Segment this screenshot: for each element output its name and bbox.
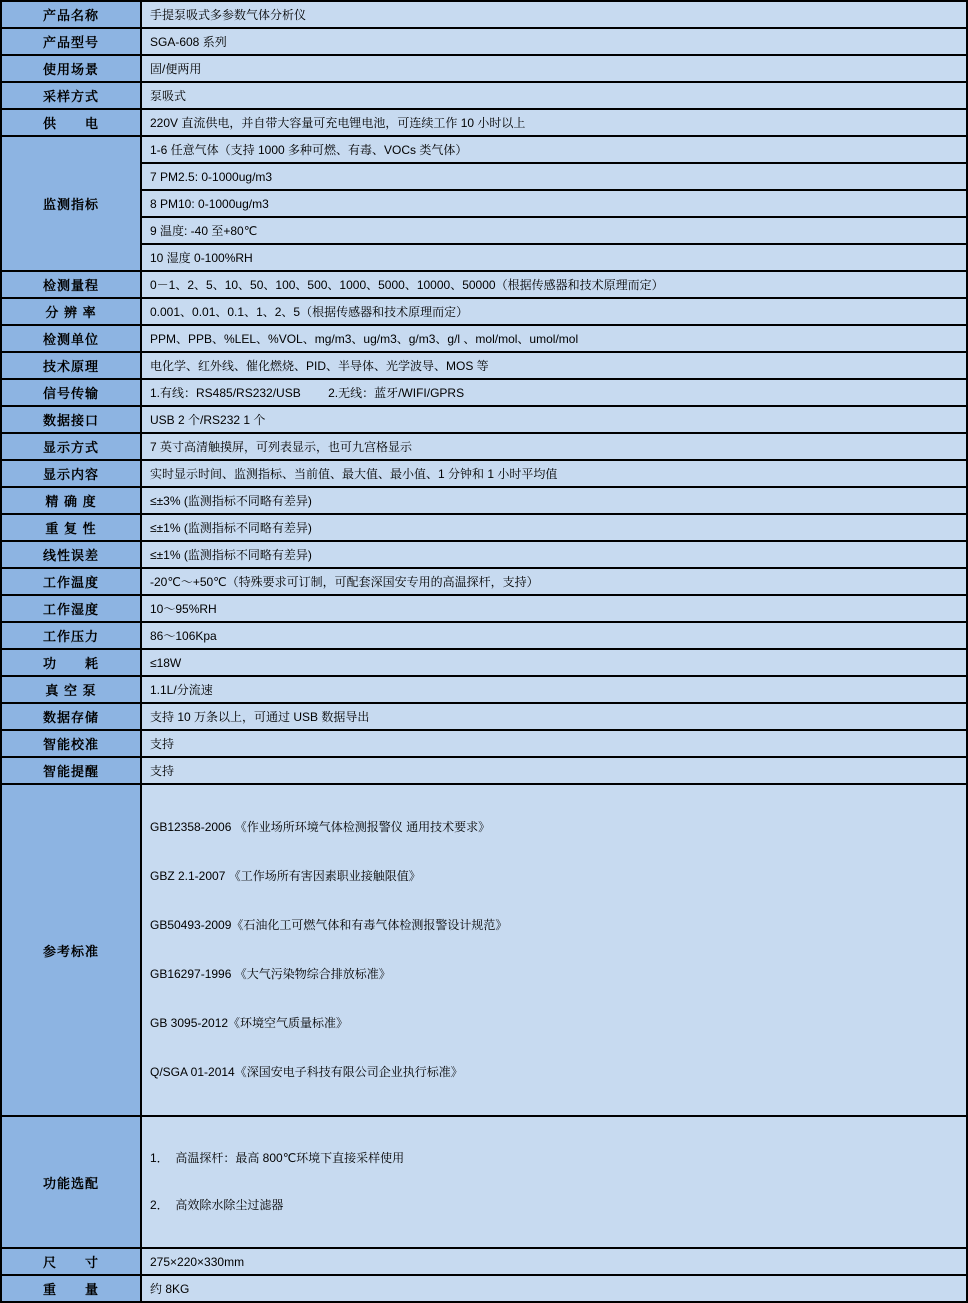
label-accuracy: 精 确 度: [1, 487, 141, 514]
row-display-content: [1, 460, 967, 487]
label-product-model: 产品型号: [1, 28, 141, 55]
label-optional-functions: 功能选配: [1, 1116, 141, 1248]
label-weight: 重 量: [1, 1275, 141, 1302]
row-vacuum-pump: [1, 676, 967, 703]
value-reference-standards: [141, 784, 967, 1116]
row-monitoring-5: [1, 244, 967, 271]
row-working-pressure: [1, 622, 967, 649]
row-usage-scenario: [1, 55, 967, 82]
label-working-pressure: 工作压力: [1, 622, 141, 649]
standard-line-3: GB50493-2009《石油化工可燃气体和有毒气体检测报警设计规范》: [150, 918, 508, 932]
standard-line-1: GB12358-2006 《作业场所环境气体检测报警仪 通用技术要求》: [150, 820, 491, 834]
row-display-mode: [1, 433, 967, 460]
value-repeatability: ≤±1% (监测指标不同略有差异): [141, 514, 967, 541]
row-power-consumption: [1, 649, 967, 676]
value-linearity-error: ≤±1% (监测指标不同略有差异): [141, 541, 967, 568]
value-monitoring-2: 7 PM2.5: 0-1000ug/m3: [141, 163, 967, 190]
label-technical-principle: 技术原理: [1, 352, 141, 379]
value-data-interface: USB 2 个/RS232 1 个: [141, 406, 967, 433]
row-repeatability: [1, 514, 967, 541]
value-monitoring-5: 10 湿度 0-100%RH: [141, 244, 967, 271]
row-working-temperature: [1, 568, 967, 595]
row-linearity-error: [1, 541, 967, 568]
row-monitoring-2: [1, 163, 967, 190]
value-accuracy: ≤±3% (监测指标不同略有差异): [141, 487, 967, 514]
label-working-humidity: 工作湿度: [1, 595, 141, 622]
value-sampling-method: 泵吸式: [141, 82, 967, 109]
value-display-content: 实时显示时间、监测指标、当前值、最大值、最小值、1 分钟和 1 小时平均值: [141, 460, 967, 487]
label-reference-standards: 参考标准: [1, 784, 141, 1116]
label-display-mode: 显示方式: [1, 433, 141, 460]
row-accuracy: [1, 487, 967, 514]
row-sampling-method: [1, 82, 967, 109]
label-linearity-error: 线性误差: [1, 541, 141, 568]
label-working-temperature: 工作温度: [1, 568, 141, 595]
row-monitoring-1: [1, 136, 967, 163]
value-dimensions: 275×220×330mm: [141, 1248, 967, 1275]
row-smart-reminder: [1, 757, 967, 784]
option-line-2: 2． 高效除水除尘过滤器: [150, 1198, 284, 1212]
value-detection-unit: PPM、PPB、%LEL、%VOL、mg/m3、ug/m3、g/m3、g/l 、mol/mol、umol/mol: [141, 325, 967, 352]
row-weight: [1, 1275, 967, 1302]
label-detection-unit: 检测单位: [1, 325, 141, 352]
row-data-interface: [1, 406, 967, 433]
row-working-humidity: [1, 595, 967, 622]
value-working-humidity: 10～95%RH: [141, 595, 967, 622]
row-reference-standards: [1, 784, 967, 1116]
label-dimensions: 尺 寸: [1, 1248, 141, 1275]
row-smart-calibration: [1, 730, 967, 757]
value-monitoring-3: 8 PM10: 0-1000ug/m3: [141, 190, 967, 217]
standard-line-5: GB 3095-2012《环境空气质量标准》: [150, 1016, 349, 1030]
row-dimensions: [1, 1248, 967, 1275]
label-usage-scenario: 使用场景: [1, 55, 141, 82]
value-detection-range: 0－1、2、5、10、50、100、500、1000、5000、10000、50000（根据传感器和技术原理而定）: [141, 271, 967, 298]
label-signal-transmission: 信号传输: [1, 379, 141, 406]
row-product-name: [1, 1, 967, 28]
label-product-name: 产品名称: [1, 1, 141, 28]
value-monitoring-1: 1-6 任意气体（支持 1000 多种可燃、有毒、VOCs 类气体）: [141, 136, 967, 163]
value-weight: 约 8KG: [141, 1275, 967, 1302]
row-detection-range: [1, 271, 967, 298]
value-smart-reminder: 支持: [141, 757, 967, 784]
label-repeatability: 重 复 性: [1, 514, 141, 541]
row-power-supply: [1, 109, 967, 136]
label-sampling-method: 采样方式: [1, 82, 141, 109]
row-monitoring-3: [1, 190, 967, 217]
value-technical-principle: 电化学、红外线、催化燃烧、PID、半导体、光学波导、MOS 等: [141, 352, 967, 379]
value-power-consumption: ≤18W: [141, 649, 967, 676]
label-power-supply: 供 电: [1, 109, 141, 136]
standard-line-2: GBZ 2.1-2007 《工作场所有害因素职业接触限值》: [150, 869, 421, 883]
row-signal-transmission: [1, 379, 967, 406]
label-power-consumption: 功 耗: [1, 649, 141, 676]
label-data-storage: 数据存储: [1, 703, 141, 730]
row-optional-functions: [1, 1116, 967, 1248]
label-resolution: 分 辨 率: [1, 298, 141, 325]
option-line-1: 1． 高温探杆：最高 800℃环境下直接采样使用: [150, 1151, 405, 1165]
label-smart-calibration: 智能校准: [1, 730, 141, 757]
standard-line-4: GB16297-1996 《大气污染物综合排放标准》: [150, 967, 391, 981]
value-usage-scenario: 固/便两用: [141, 55, 967, 82]
value-power-supply: 220V 直流供电，并自带大容量可充电锂电池，可连续工作 10 小时以上: [141, 109, 967, 136]
label-monitoring-indicators: 监测指标: [1, 136, 141, 271]
value-optional-functions: [141, 1116, 967, 1248]
value-monitoring-4: 9 温度: -40 至+80℃: [141, 217, 967, 244]
value-working-temperature: -20℃～+50℃（特殊要求可订制，可配套深国安专用的高温探杆，支持）: [141, 568, 967, 595]
label-vacuum-pump: 真 空 泵: [1, 676, 141, 703]
row-data-storage: [1, 703, 967, 730]
value-vacuum-pump: 1.1L/分流速: [141, 676, 967, 703]
label-display-content: 显示内容: [1, 460, 141, 487]
row-resolution: [1, 298, 967, 325]
value-working-pressure: 86～106Kpa: [141, 622, 967, 649]
label-detection-range: 检测量程: [1, 271, 141, 298]
label-smart-reminder: 智能提醒: [1, 757, 141, 784]
value-smart-calibration: 支持: [141, 730, 967, 757]
value-signal-transmission: 1.有线：RS485/RS232/USB 2.无线：蓝牙/WIFI/GPRS: [141, 379, 967, 406]
label-data-interface: 数据接口: [1, 406, 141, 433]
row-principle: [1, 352, 967, 379]
value-data-storage: 支持 10 万条以上，可通过 USB 数据导出: [141, 703, 967, 730]
row-monitoring-4: [1, 217, 967, 244]
value-resolution: 0.001、0.01、0.1、1、2、5（根据传感器和技术原理而定）: [141, 298, 967, 325]
row-detection-unit: [1, 325, 967, 352]
value-product-model: SGA-608 系列: [141, 28, 967, 55]
row-product-model: [1, 28, 967, 55]
value-product-name: 手提泵吸式多参数气体分析仪: [141, 1, 967, 28]
value-display-mode: 7 英寸高清触摸屏，可列表显示，也可九宫格显示: [141, 433, 967, 460]
standard-line-6: Q/SGA 01-2014《深国安电子科技有限公司企业执行标准》: [150, 1065, 463, 1079]
